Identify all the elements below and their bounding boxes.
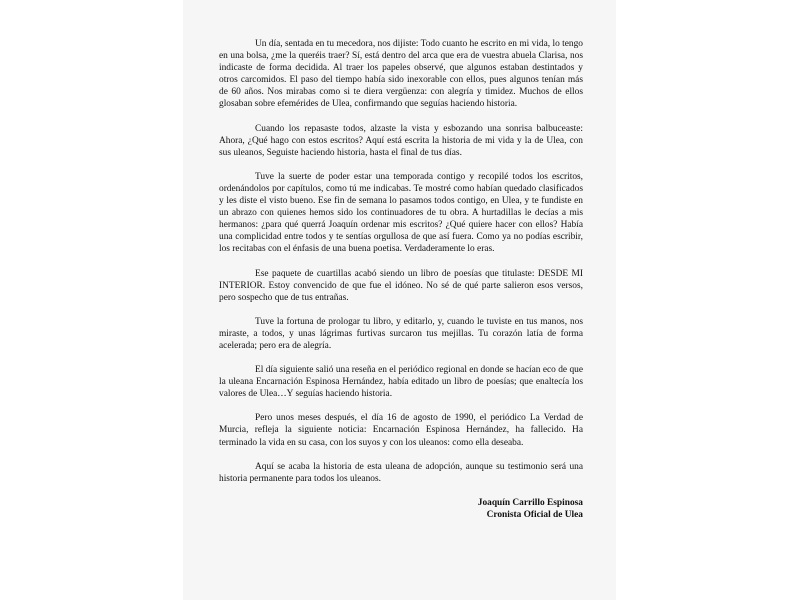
paragraph-8: Aquí se acaba la historia de esta uleana de adopción, aunque su testimonio será una historia permanente para todos los uleanos. xyxy=(219,461,583,484)
paragraph-1: Un día, sentada en tu mecedora, nos dijiste: Todo cuanto he escrito en mi vida, lo tengo en una bolsa, ¿me la queréis traer? Sí, está dentro del arca que era de vuestra abuela Clarisa, nos indicaste de forma decidida. Al traer los papeles observé, que algunos estaban destintados y otros carcomidos. El paso del tiempo había sido inexorable con ellos, pues algunos tenían más de 60 años. Nos mirabas como si te diera vergüenza: con alegría y timidez. Muchos de ellos glosaban sobre efemérides de Ulea, confirmando que seguías haciendo historia. xyxy=(219,39,583,110)
paragraph-2: Cuando los repasaste todos, alzaste la vista y esbozando una sonrisa balbuceaste: Ahora, ¿Qué hago con estos escritos? Aquí está escrita la historia de mi vida y la de Ulea, con sus uleanos, Seguiste haciendo historia, hasta el final de tus días. xyxy=(219,123,583,158)
author-title: Cronista Oficial de Ulea xyxy=(486,509,583,520)
paragraph-5: Tuve la fortuna de prologar tu libro, y editarlo, y, cuando le tuviste en tus manos, nos miraste, a todos, y unas lágrimas furtivas surcaron tus mejillas. Tu corazón latía de forma acelerada; pero era de alegría. xyxy=(219,316,583,351)
paragraph-6: El día siguiente salió una reseña en el periódico regional en donde se hacían eco de que la uleana Encarnación Espinosa Hernández, había editado un libro de poesías; que enaltecía los valores de Ulea…Y seguías haciendo historia. xyxy=(219,365,583,400)
paragraph-3: Tuve la suerte de poder estar una temporada contigo y recopilé todos los escritos, ordenándolos por capítulos, como tú me indicabas. Te mostré como habían quedado clasificados y les diste el visto bueno. Ese fin de semana lo pasamos todos contigo, en Ulea, y te fundiste en un abrazo con quienes hemos sido los continuadores de tu obra. A hurtadillas le decías a mis hermanos: ¿para qué querrá Joaquín ordenar mis escritos? ¿Qué quiere hacer con ellos? Había una complicidad entre todos y te sentías orgullosa de que así fuera. Como ya no podías escribir, los recitabas con el énfasis de una buena poetisa. Verdaderamente lo eras. xyxy=(219,171,583,255)
document-body xyxy=(219,38,583,521)
paragraph-7: Pero unos meses después, el día 16 de agosto de 1990, el periódico La Verdad de Murcia, refleja la siguiente noticia: Encarnación Espinosa Hernández, ha fallecido. Ha terminado la vida en su casa, con los suyos y con los uleanos: como ella deseaba. xyxy=(219,413,583,448)
author-name: Joaquín Carrillo Espinosa xyxy=(477,497,583,508)
signature-block xyxy=(219,497,583,521)
paragraph-4: Ese paquete de cuartillas acabó siendo un libro de poesías que titulaste: DESDE MI INTERIOR. Estoy convencido de que fue el idóneo. No sé de qué parte salieron esos versos, pero sospecho que de tus entrañas. xyxy=(219,268,583,303)
